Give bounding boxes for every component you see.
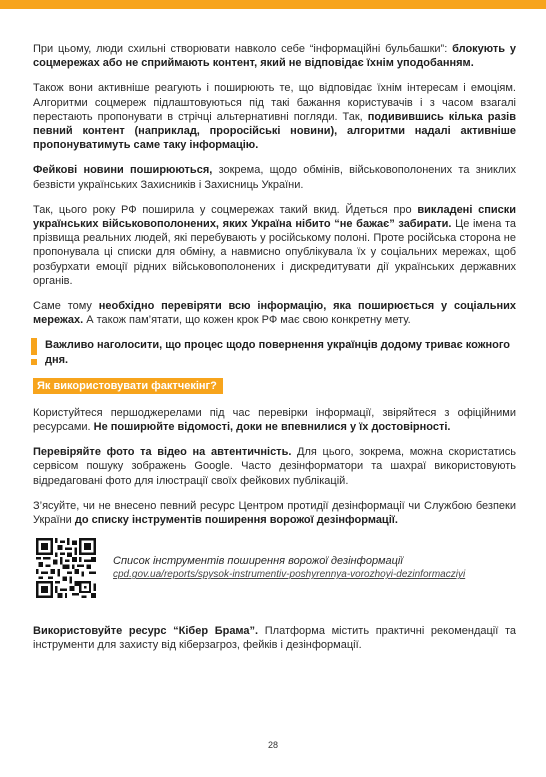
qr-link[interactable]: cpd.gov.ua/reports/spysok-instrumentiv-poshyrennya-vorozhoyi-dezinformacziyi	[113, 569, 466, 581]
text-span: Користуйтеся першоджерелами під час перевірки інформації, звіряйтеся з офіційними ресурсами.	[33, 406, 516, 434]
qr-reference-block	[33, 538, 516, 600]
page-number: 28	[267, 740, 278, 750]
bold-span: Фейкові новини поширюються,	[33, 164, 213, 177]
qr-code-icon[interactable]	[36, 538, 96, 598]
text-span: зокрема, щодо обмінів, військовополонених та зниклих безвісти українських Захисників і Захисниць України.	[33, 164, 516, 191]
page-content	[33, 42, 516, 664]
bold-span: викладені списки українських військовополонених, яких Україна нібито “не бажає” забирати.	[33, 203, 516, 231]
text-span: При цьому, люди схильні створювати навколо себе “інформаційні бульбашки”:	[33, 43, 453, 55]
text-span: Це імена та прізвища реальних людей, які перебувають у російському полоні. Проте російська сторона не пропонувала ці списки для обміну, а навмисно опублікувала їх у соціальних мережах, щоб розбурхати емоції рідних військовополонених і дискредитувати дії українських державних органів.	[33, 218, 516, 287]
qr-caption	[113, 554, 513, 581]
bold-span: подивившись кілька разів певний контент (наприклад, проросійські новини), алгоритми надалі активніше пропонуватимуть саме таку інформацію.	[33, 110, 516, 152]
paragraph-algorithms	[33, 81, 516, 152]
text-span: А також пам’ятати, що кожен крок РФ має свою конкретну мету.	[83, 314, 411, 327]
bold-span: Використовуйте ресурс “Кібер Брама”.	[33, 625, 259, 638]
paragraph-verify-all	[33, 299, 516, 327]
section-heading-factchecking: Як використовувати фактчекінг?	[33, 378, 223, 394]
callout-text: Важливо наголосити, що процес щодо повернення українців додому триває кожного дня.	[45, 339, 511, 366]
paragraph-resource-list	[33, 499, 516, 527]
text-span: Для цього, зокрема, можна скористатись сервісом пошуку зображень Google. Часто дезінформатори та шахраї використовують відредаговані фото для ілюстрації своїх фейкових публікацій.	[33, 446, 516, 487]
bold-span: Перевіряйте фото та відео на автентичність.	[33, 446, 292, 459]
qr-title: Список інструментів поширення ворожої дезінформації	[113, 555, 403, 568]
paragraph-primary-sources	[33, 406, 516, 434]
paragraph-cyber-brama	[33, 624, 516, 652]
top-accent-bar	[0, 0, 546, 9]
bold-span: необхідно перевіряти всю інформацію, яка поширюється у соціальних мережах.	[33, 300, 516, 327]
text-span: Також вони активніше реагують і поширюють те, що відповідає їхнім інтересам і емоціям. Алгоритми соцмереж підлаштовуються під такі бажання користувачів і з часом взагалі перестають пропонувати в стрічці альтернативні погляди. Так,	[33, 82, 516, 123]
paragraph-photo-video	[33, 445, 516, 488]
bold-span: блокують у соцмережах або не сприймають контент, який не відповідає їхнім уподобанням.	[33, 43, 516, 70]
text-span: З’ясуйте, чи не внесено певний ресурс Центром протидії дезінформації чи Службою безпеки України	[33, 499, 516, 527]
text-span: Саме тому	[33, 300, 99, 313]
text-span: Платформа містить практичні рекомендації та інструменти для захисту від кіберзагроз, фейків і дезінформації.	[33, 625, 516, 652]
paragraph-info-bubbles	[33, 42, 516, 70]
paragraph-fake-news	[33, 163, 516, 191]
bold-span: Не поширюйте відомості, доки не впевнилися у їх достовірності.	[93, 421, 451, 434]
important-callout	[33, 338, 516, 366]
bold-span: до списку інструментів поширення ворожої дезінформації.	[74, 514, 398, 527]
exclamation-icon	[31, 338, 40, 365]
paragraph-pow-lists	[33, 203, 516, 288]
text-span: Так, цього року РФ поширила у соцмережах такий вкид. Йдеться про	[33, 203, 418, 216]
